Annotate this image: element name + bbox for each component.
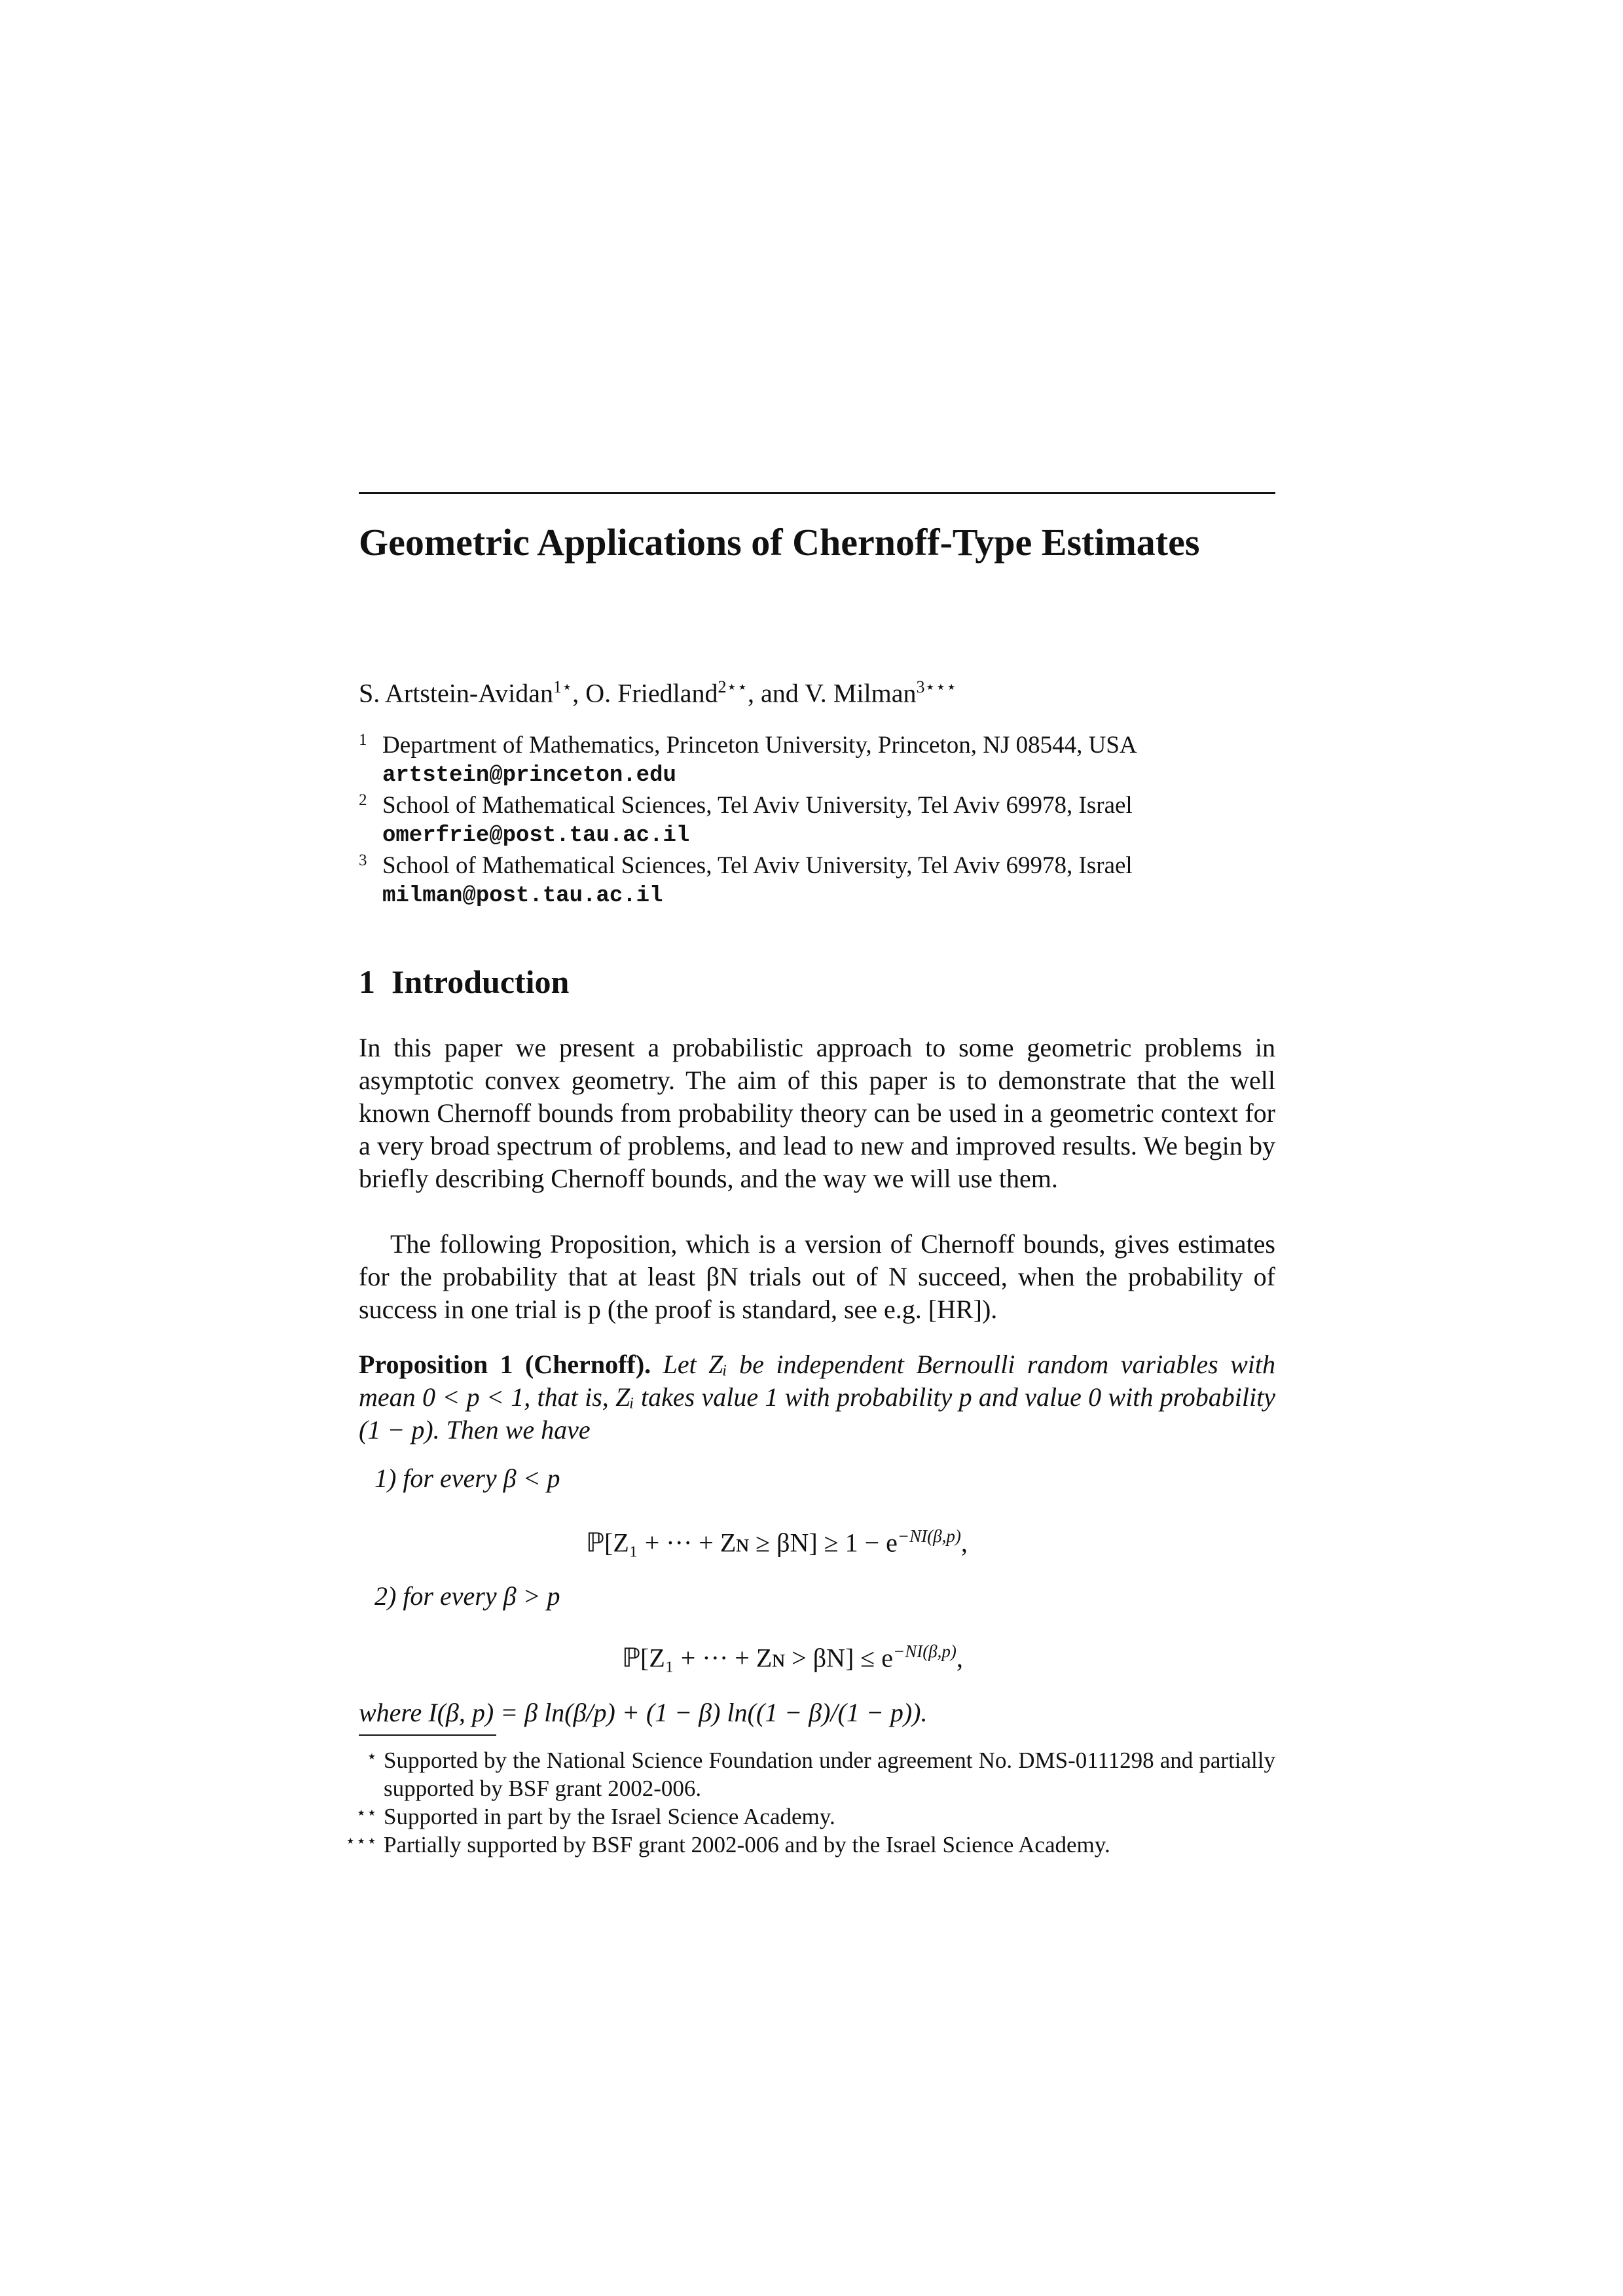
- equation-two-tail: ,: [956, 1643, 963, 1673]
- paper-title: Geometric Applications of Chernoff-Type Estimates: [359, 521, 1200, 564]
- equation-one-tail: ,: [960, 1528, 968, 1558]
- equation-one: [586, 1520, 968, 1559]
- footnote: [340, 1746, 1275, 1803]
- author-name: S. Artstein-Avidan: [359, 678, 554, 708]
- affiliation: [359, 730, 1275, 791]
- footnote: [340, 1831, 1275, 1859]
- affiliations: [359, 730, 1275, 911]
- author-sep: , and: [748, 678, 805, 708]
- affiliation: [359, 791, 1275, 851]
- equation-two-exponent: −NI(β,p): [892, 1641, 957, 1661]
- footnote-text: Supported in part by the Israel Science Academy.: [384, 1804, 835, 1829]
- affiliation-email[interactable]: omerfrie@post.tau.ac.il: [382, 823, 690, 848]
- footnote: [340, 1803, 1275, 1831]
- proposition-label: Proposition 1 (Chernoff).: [359, 1350, 651, 1379]
- footnote-mark: ⋆: [366, 1747, 377, 1766]
- section-title: Introduction: [392, 963, 570, 1000]
- where-clause: where I(β, p) = β ln(β/p) + (1 − β) ln((1 − β)/(1 − p)).: [359, 1698, 928, 1727]
- author-sup: 3⋆⋆⋆: [916, 677, 957, 696]
- affiliation-email[interactable]: milman@post.tau.ac.il: [382, 884, 663, 908]
- footnote-mark: ⋆⋆: [356, 1803, 377, 1822]
- equation-one-exponent: −NI(β,p): [897, 1526, 961, 1546]
- proposition-statement: Let Zᵢ be independent Bernoulli random variables with mean 0 < p < 1, that is, Zᵢ takes value 1 with probability p and value 0 with probability (1 − p). Then we have: [359, 1350, 1275, 1444]
- footnote-text: Supported by the National Science Foundation under agreement No. DMS-0111298 and partially supported by BSF grant 2002-006.: [384, 1748, 1275, 1801]
- author-line: [359, 670, 1275, 710]
- case-one: 1) for every β < p: [374, 1463, 560, 1493]
- footnote-mark: ⋆⋆⋆: [345, 1831, 377, 1850]
- author-sup: 2⋆⋆: [718, 677, 748, 696]
- case-two: 2) for every β > p: [374, 1581, 560, 1611]
- affiliation-number: 2: [359, 791, 367, 809]
- affiliation-number: 3: [359, 852, 367, 869]
- footnote-rule: [359, 1734, 496, 1736]
- title-rule: [359, 492, 1275, 494]
- affiliation-text: School of Mathematical Sciences, Tel Aviv University, Tel Aviv 69978, Israel: [382, 792, 1133, 819]
- author-sup: 1⋆: [553, 677, 573, 696]
- affiliation-email[interactable]: artstein@princeton.edu: [382, 763, 676, 788]
- affiliation-number: 1: [359, 731, 367, 749]
- section-heading: [359, 961, 1275, 1003]
- footnotes: [340, 1746, 1275, 1859]
- affiliation: [359, 851, 1275, 911]
- author-sep: ,: [572, 678, 586, 708]
- equation-two-body: ℙ[Z₁ + ··· + Zɴ > βN] ≤ e: [622, 1643, 893, 1673]
- author-name: V. Milman: [805, 678, 917, 708]
- equation-one-body: ℙ[Z₁ + ··· + Zɴ ≥ βN] ≥ 1 − e: [586, 1528, 898, 1558]
- affiliation-text: Department of Mathematics, Princeton University, Princeton, NJ 08544, USA: [382, 732, 1137, 759]
- section-number: 1: [359, 963, 375, 1000]
- paragraph: The following Proposition, which is a version of Chernoff bounds, gives estimates for the probability that at least βN trials out of N succeed, when the probability of success in one trial is p (the proof is standard, see e.g. [HR]).: [359, 1229, 1275, 1324]
- equation-two: [622, 1635, 963, 1674]
- affiliation-text: School of Mathematical Sciences, Tel Aviv University, Tel Aviv 69978, Israel: [382, 852, 1133, 879]
- paragraph: In this paper we present a probabilistic approach to some geometric problems in asymptotic convex geometry. The aim of this paper is to demonstrate that the well known Chernoff bounds from probability theory can be used in a geometric context for a very broad spectrum of problems, and lead to new and improved results. We begin by briefly describing Chernoff bounds, and the way we will use them.: [359, 1033, 1275, 1193]
- footnote-text: Partially supported by BSF grant 2002-006 and by the Israel Science Academy.: [384, 1832, 1110, 1857]
- author-name: O. Friedland: [585, 678, 718, 708]
- proposition: [359, 1348, 1275, 1446]
